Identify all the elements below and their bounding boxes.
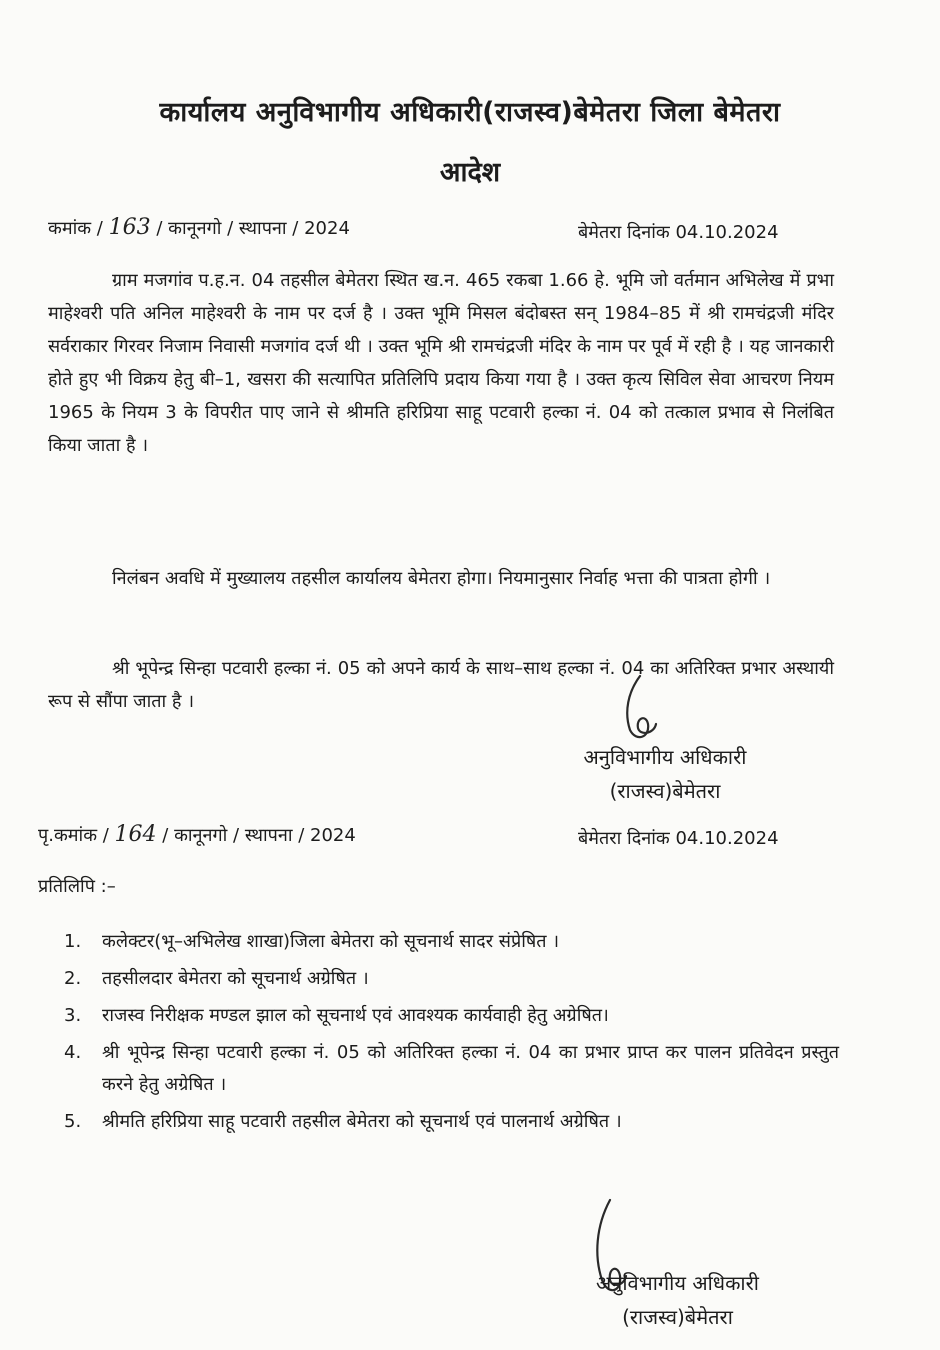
copies-heading: प्रतिलिपि :–: [38, 876, 116, 897]
copy-item-number: 5.: [64, 1111, 82, 1132]
copy-item-text: राजस्व निरीक्षक मण्डल झाल को सूचनार्थ एवं आवश्यक कार्यवाही हेतु अग्रेषित।: [102, 1005, 609, 1026]
paragraph-3-text: श्री भूपेन्द्र सिन्हा पटवारी हल्का नं. 05 को अपने कार्य के साथ–साथ हल्का नं. 04 का अतिरिक्त प्रभार अस्थायी रूप से सौंपा जाता है ।: [48, 658, 834, 712]
signatory-office-1: (राजस्व)बेमेतरा: [609, 779, 721, 803]
copy-date: बेमेतरा दिनांक 04.10.2024: [578, 828, 779, 849]
copy-item-text: श्रीमति हरिप्रिया साहू पटवारी तहसील बेमेतरा को सूचनार्थ एवं पालनार्थ अग्रेषित ।: [102, 1111, 622, 1132]
order-ref-suffix: / कानूनगो / स्थापना / 2024: [156, 218, 350, 239]
order-ref-prefix: कमांक /: [48, 218, 103, 239]
order-paragraph-3: [48, 652, 834, 718]
order-paragraph-1: [48, 264, 834, 462]
copy-item-text: तहसीलदार बेमेतरा को सूचनार्थ अग्रेषित ।: [102, 968, 369, 989]
copy-item-number: 3.: [64, 1005, 82, 1026]
copy-list-item: [64, 963, 839, 995]
signatory-designation-2: अनुविभागीय अधिकारी: [596, 1271, 759, 1295]
order-paragraph-2: [48, 562, 834, 595]
copy-item-number: 2.: [64, 968, 82, 989]
copy-item-number: 4.: [64, 1042, 82, 1063]
copy-number-handwritten: 164: [114, 822, 157, 847]
office-title: कार्यालय अनुविभागीय अधिकारी(राजस्व)बेमेतरा जिला बेमेतरा: [159, 97, 781, 128]
signature-block-1: [540, 740, 790, 808]
copy-ref-suffix: / कानूनगो / स्थापना / 2024: [162, 825, 356, 846]
copy-item-number: 1.: [64, 931, 82, 952]
signatory-designation-1: अनुविभागीय अधिकारी: [583, 745, 747, 769]
copy-item-text: कलेक्टर(भू–अभिलेख शाखा)जिला बेमेतरा को सूचनार्थ सादर संप्रेषित ।: [102, 931, 560, 952]
order-number-handwritten: 163: [108, 215, 151, 240]
copy-item-text: श्री भूपेन्द्र सिन्हा पटवारी हल्का नं. 05 को अतिरिक्त हल्का नं. 04 का प्रभार प्राप्त कर पालन प्रतिवेदन प्रस्तुत करने हेतु अग्रेषित ।: [102, 1042, 839, 1095]
copy-reference: [38, 822, 356, 847]
signatory-office-2: (राजस्व)बेमेतरा: [622, 1305, 733, 1329]
paragraph-2-text: निलंबन अवधि में मुख्यालय तहसील कार्यालय बेमेतरा होगा। नियमानुसार निर्वाह भत्ता की पात्रता होगी ।: [112, 568, 771, 589]
order-reference: [48, 215, 350, 240]
copy-list-item: [64, 1106, 839, 1138]
signature-block-2: [550, 1266, 805, 1334]
copy-list-item: [64, 926, 839, 958]
paragraph-1-text: ग्राम मजगांव प.ह.न. 04 तहसील बेमेतरा स्थित ख.न. 465 रकबा 1.66 हे. भूमि जो वर्तमान अभिलेख में प्रभा माहेश्वरी पति अनिल माहेश्वरी के नाम पर दर्ज है । उक्त भूमि मिसल बंदोबस्त सन् 1984–85 में श्री रामचंद्रजी मंदिर सर्वराकार गिरवर निजाम निवासी मजगांव दर्ज थी । उक्त भूमि श्री रामचंद्रजी मंदिर के नाम पर पूर्व में रही है । यह जानकारी होते हुए भी विक्रय हेतु बी–1, खसरा की सत्यापित प्रतिलिपि प्रदाय किया गया है । उक्त कृत्य सिविल सेवा आचरण नियम 1965 के नियम 3 के विपरीत पाए जाने से श्रीमति हरिप्रिया साहू पटवारी हल्का नं. 04 को तत्काल प्रभाव से निलंबित किया जाता है ।: [48, 270, 834, 456]
copy-list-item: [64, 1000, 839, 1032]
document-type-heading: आदेश: [439, 157, 501, 188]
copies-list: [64, 926, 839, 1143]
copy-ref-prefix: पृ.कमांक /: [38, 825, 109, 846]
order-date: बेमेतरा दिनांक 04.10.2024: [578, 222, 779, 243]
copy-list-item: [64, 1037, 839, 1101]
